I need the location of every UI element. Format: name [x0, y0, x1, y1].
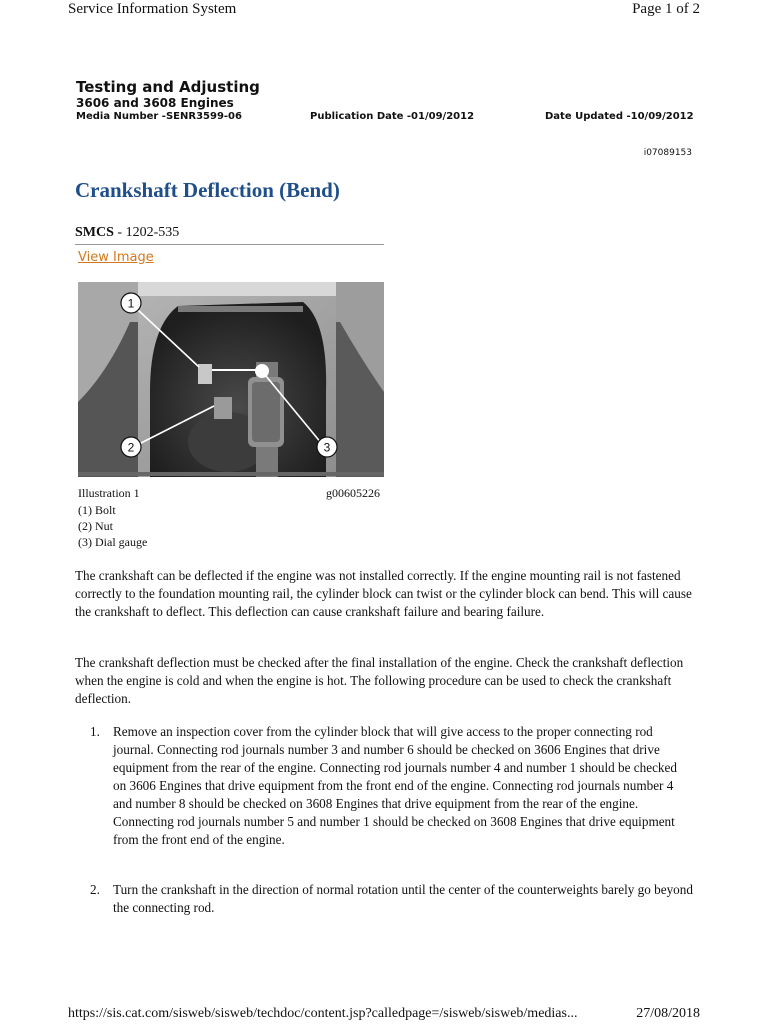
document-type: Testing and Adjusting [76, 78, 260, 96]
legend-item-nut: (2) Nut [78, 519, 113, 533]
system-title: Service Information System [68, 1, 237, 17]
document-id: i07089153 [643, 148, 692, 158]
callout-1 [121, 293, 141, 313]
callout-2 [121, 437, 141, 457]
smcs-value: - 1202-535 [113, 225, 180, 240]
media-number: Media Number -SENR3599-06 [76, 111, 242, 122]
illustration-caption: Illustration 1 [78, 486, 140, 500]
document-subtitle: 3606 and 3608 Engines [76, 96, 234, 110]
illustration-id: g00605226 [326, 486, 380, 500]
procedure-step [90, 723, 695, 868]
smcs-divider [75, 244, 384, 245]
step-number: 1. [90, 724, 100, 739]
paragraph-procedure: The crankshaft deflection must be checked after the final installation of the engine. Check the crankshaft deflection when the engine is cold and when the engine is hot. The following procedure can be used to check the crankshaft deflection. [75, 655, 684, 706]
svg-text:1: 1 [127, 296, 135, 311]
view-image-link[interactable]: View Image [78, 250, 154, 265]
step-text: Turn the crankshaft in the direction of normal rotation until the center of the counterweights barely go beyond the connecting rod. [113, 882, 693, 915]
svg-text:2: 2 [127, 440, 135, 455]
date-updated: Date Updated -10/09/2012 [545, 111, 694, 122]
legend-item-dial-gauge: (3) Dial gauge [78, 535, 148, 549]
step-number: 2. [90, 882, 100, 897]
crankshaft-illustration [78, 282, 384, 477]
paragraph-intro: The crankshaft can be deflected if the engine was not installed correctly. If the engine mounting rail is not fastened correctly to the foundation mounting rail, the cylinder block can twist or the cylinder block can bend. This will cause the crankshaft to deflect. This deflection can cause crankshaft failure and bearing failure. [75, 568, 692, 619]
footer-url: https://sis.cat.com/sisweb/sisweb/techdoc/content.jsp?calledpage=/sisweb/sisweb/medias... [68, 1006, 578, 1021]
procedure-step [90, 881, 695, 921]
callout-3 [317, 437, 337, 457]
page-number: Page 1 of 2 [632, 1, 700, 17]
footer-date: 27/08/2018 [636, 1006, 700, 1021]
step-text: Remove an inspection cover from the cylinder block that will give access to the proper connecting rod journal. Connecting rod journals number 3 and number 6 should be checked on 3606 Engines that drive equipment from the rear of the engine. Connecting rod journals number 4 and number 1 should be checked on 3606 Engines that drive equipment from the front end of the engine. Connecting rod journals number 4 and number 8 should be checked on 3608 Engines that drive equipment from the rear of the engine. Connecting rod journals number 5 and number 1 should be checked on 3608 Engines that drive equipment from the front end of the engine. [113, 724, 677, 847]
legend-item-bolt: (1) Bolt [78, 503, 116, 517]
svg-text:3: 3 [323, 440, 331, 455]
page-title: Crankshaft Deflection (Bend) [75, 178, 340, 202]
smcs-code [75, 225, 179, 241]
smcs-label: SMCS [75, 225, 114, 240]
publication-date: Publication Date -01/09/2012 [310, 111, 475, 122]
